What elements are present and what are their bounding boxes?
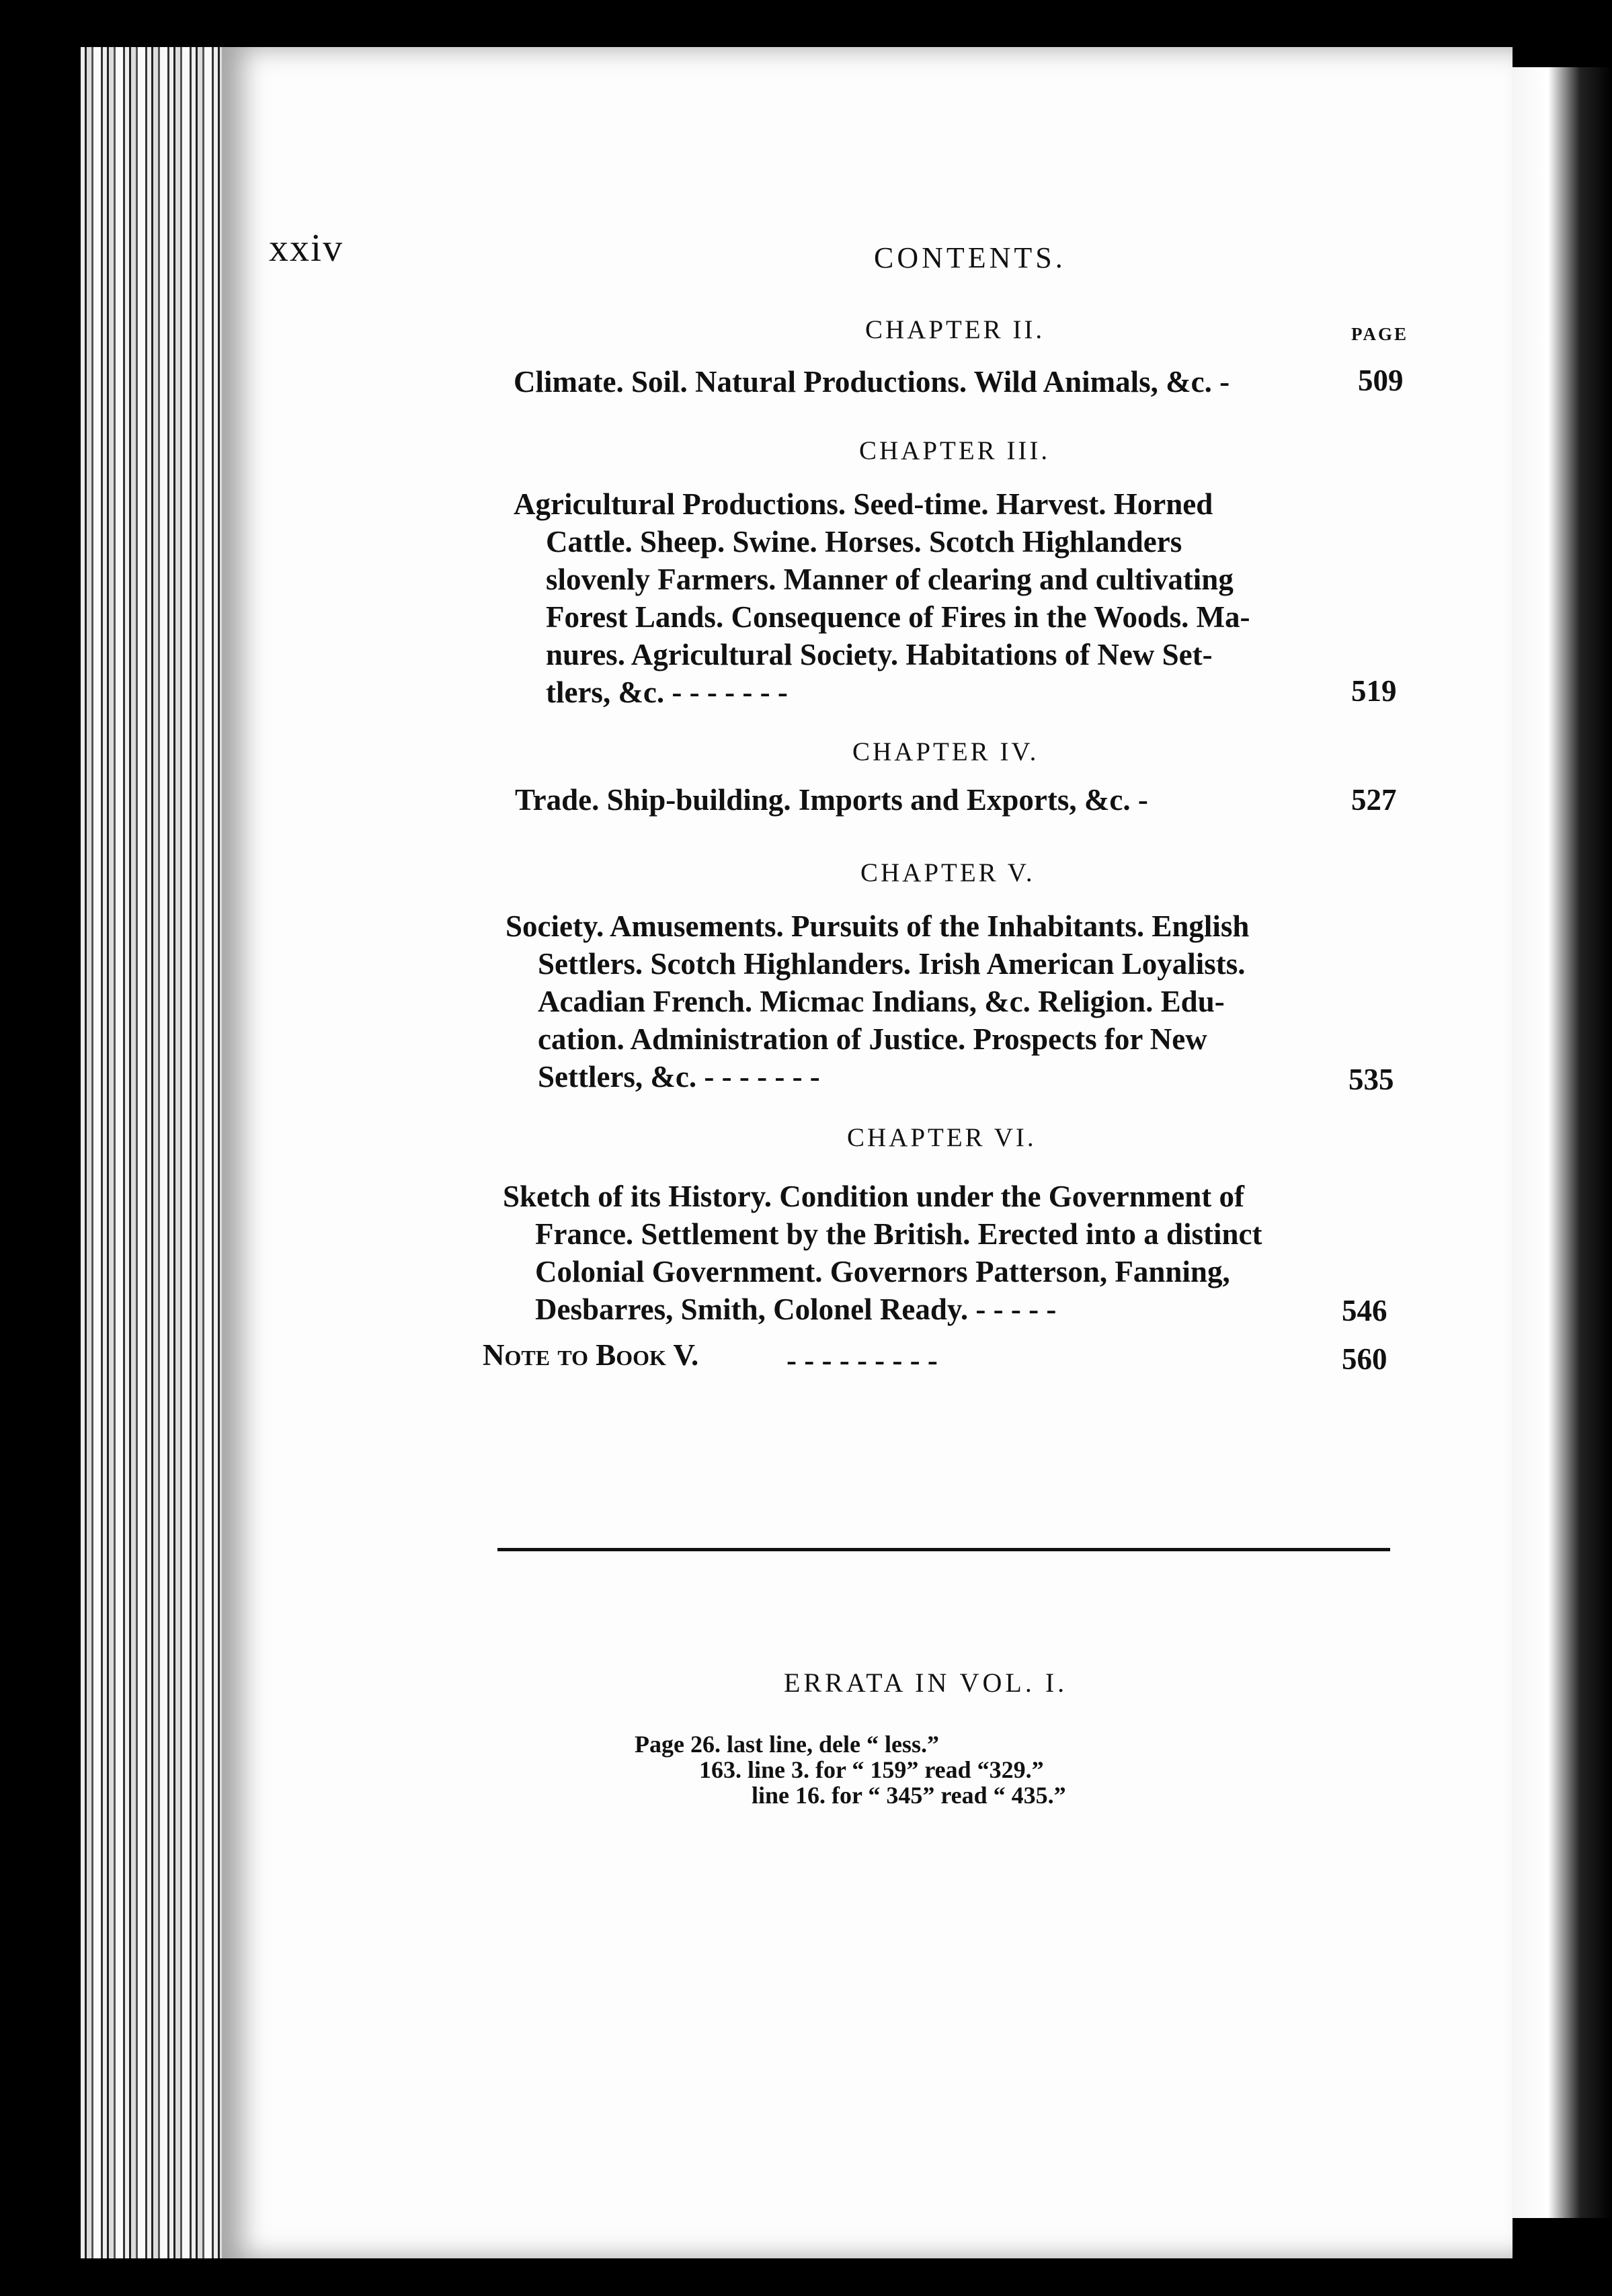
entry-line: Desbarres, Smith, Colonel Ready. - - - - - [535, 1293, 1057, 1326]
entry-line: Sketch of its History. Condition under the Government of [503, 1180, 1244, 1213]
chapter-heading: CHAPTER IV. [852, 737, 1039, 766]
page-number: 519 [1351, 674, 1397, 708]
entry-line: Settlers. Scotch Highlanders. Irish American Loyalists. [538, 947, 1246, 981]
note-entry-leader: - - - - - - - - - [787, 1344, 938, 1377]
entry-line: Colonial Government. Governors Patterson, Fanning, [535, 1255, 1230, 1288]
entry-line: Settlers, &c. - - - - - - - [538, 1060, 820, 1094]
chapter-heading: CHAPTER VI. [847, 1123, 1037, 1152]
chapter-heading: CHAPTER II. [865, 315, 1045, 344]
page-number: 509 [1358, 364, 1404, 397]
entry-line: nures. Agricultural Society. Habitations of New Set- [546, 638, 1213, 671]
contents-entry [515, 781, 1148, 819]
entry-line: Trade. Ship-building. Imports and Exports, &c. - [515, 783, 1148, 817]
entry-line: Cattle. Sheep. Swine. Horses. Scotch Highlanders [546, 525, 1182, 559]
page-number: 546 [1342, 1294, 1387, 1327]
errata-line: Page 26. last line, dele “ less.” [635, 1731, 939, 1758]
contents-entry [503, 1178, 1262, 1328]
entry-line: slovenly Farmers. Manner of clearing and cultivating [546, 563, 1234, 596]
contents-entry [506, 907, 1249, 1096]
running-head: CONTENTS. [874, 241, 1066, 274]
entry-line: Society. Amusements. Pursuits of the Inhabitants. English [506, 909, 1250, 943]
entry-line: France. Settlement by the British. Erected into a distinct [535, 1217, 1262, 1251]
entry-line: Acadian French. Micmac Indians, &c. Religion. Edu- [538, 985, 1225, 1018]
page-number: 560 [1342, 1342, 1387, 1376]
contents-entry [514, 485, 1250, 711]
entry-line: tlers, &c. - - - - - - - [546, 675, 788, 709]
entry-line: Agricultural Productions. Seed-time. Harvest. Horned [514, 487, 1213, 521]
errata-line: 163. line 3. for “ 159” read “329.” [699, 1756, 1044, 1783]
note-entry-label: Note to Book V. [483, 1338, 699, 1372]
folio-number: xxiv [269, 226, 344, 270]
errata-line: line 16. for “ 345” read “ 435.” [752, 1782, 1066, 1809]
contents-entry [514, 363, 1230, 401]
chapter-heading: CHAPTER V. [860, 858, 1035, 887]
entry-line: cation. Administration of Justice. Prospects for New [538, 1022, 1207, 1056]
horizontal-rule [497, 1548, 1390, 1551]
page-number: 527 [1351, 783, 1397, 817]
page-number: 535 [1348, 1063, 1394, 1096]
chapter-heading: CHAPTER III. [859, 436, 1051, 465]
page-column-label: PAGE [1351, 324, 1408, 344]
entry-line: Climate. Soil. Natural Productions. Wild Animals, &c. - [514, 365, 1230, 399]
errata-title: ERRATA IN VOL. I. [784, 1668, 1068, 1698]
entry-line: Forest Lands. Consequence of Fires in the Woods. Ma- [546, 600, 1250, 634]
page-edge-right [1506, 67, 1612, 2218]
